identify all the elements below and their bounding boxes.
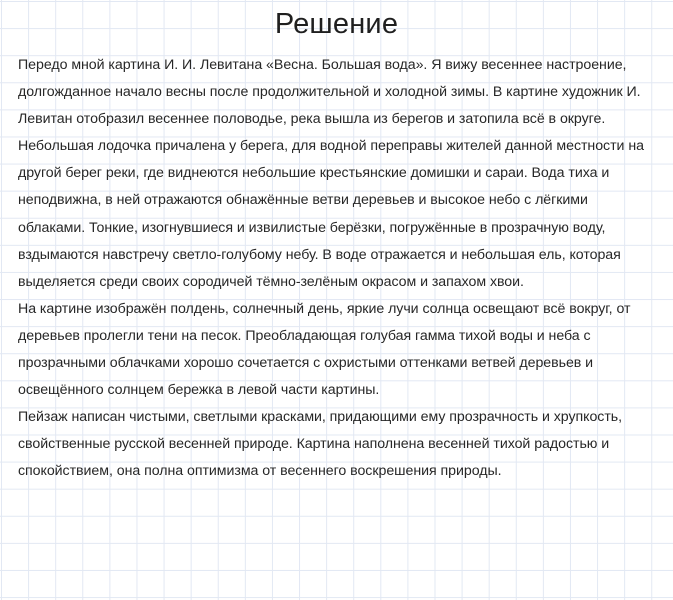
paragraph: На картине изображён полдень, солнечный день, яркие лучи солнца освещают всё вокруг, от деревьев пролегли тени на песок. Преобладающая голубая гамма тихой воды и неба с прозрачными облачками хорошо сочетается с охристыми оттенками ветвей деревьев и освещённого солнцем бережка в левой части картины. (18, 300, 635, 399)
page-title: Решение (274, 8, 399, 40)
paragraph: Пейзаж написан чистыми, светлыми красками, придающими ему прозрачность и хрупкость, свойственные русской весенней природе. Картина наполнена весенней тихой радостью и спокойствием, она полна оптимизма от весеннего воскрешения природы. (18, 409, 626, 480)
paragraph: Передо мной картина И. И. Левитана «Весна. Большая вода». Я вижу весеннее настроение, долгожданное начало весны после продолжительной и холодной зимы. В картине художник И. Левитан отобразил весеннее половодье, река вышла из берегов и затопила всё в округе. Небольшая лодочка причалена у берега, для водной переправы жителей данной местности на другой берег реки, где виднеются небольшие крестьянские домишки и сараи. Вода тиха и неподвижна, в ней отражаются обнажённые ветви деревьев и высокое небо с лёгкими облаками. Тонкие, изогнувшиеся и извилистые берёзки, погружённые в прозрачную воду, вздымаются навстречу светло-голубому небу. В воде отражается и небольшая ель, которая выделяется среди своих сородичей тёмно-зелёным окрасом и запахом хвои. (18, 57, 648, 290)
solution-body (18, 44, 655, 486)
